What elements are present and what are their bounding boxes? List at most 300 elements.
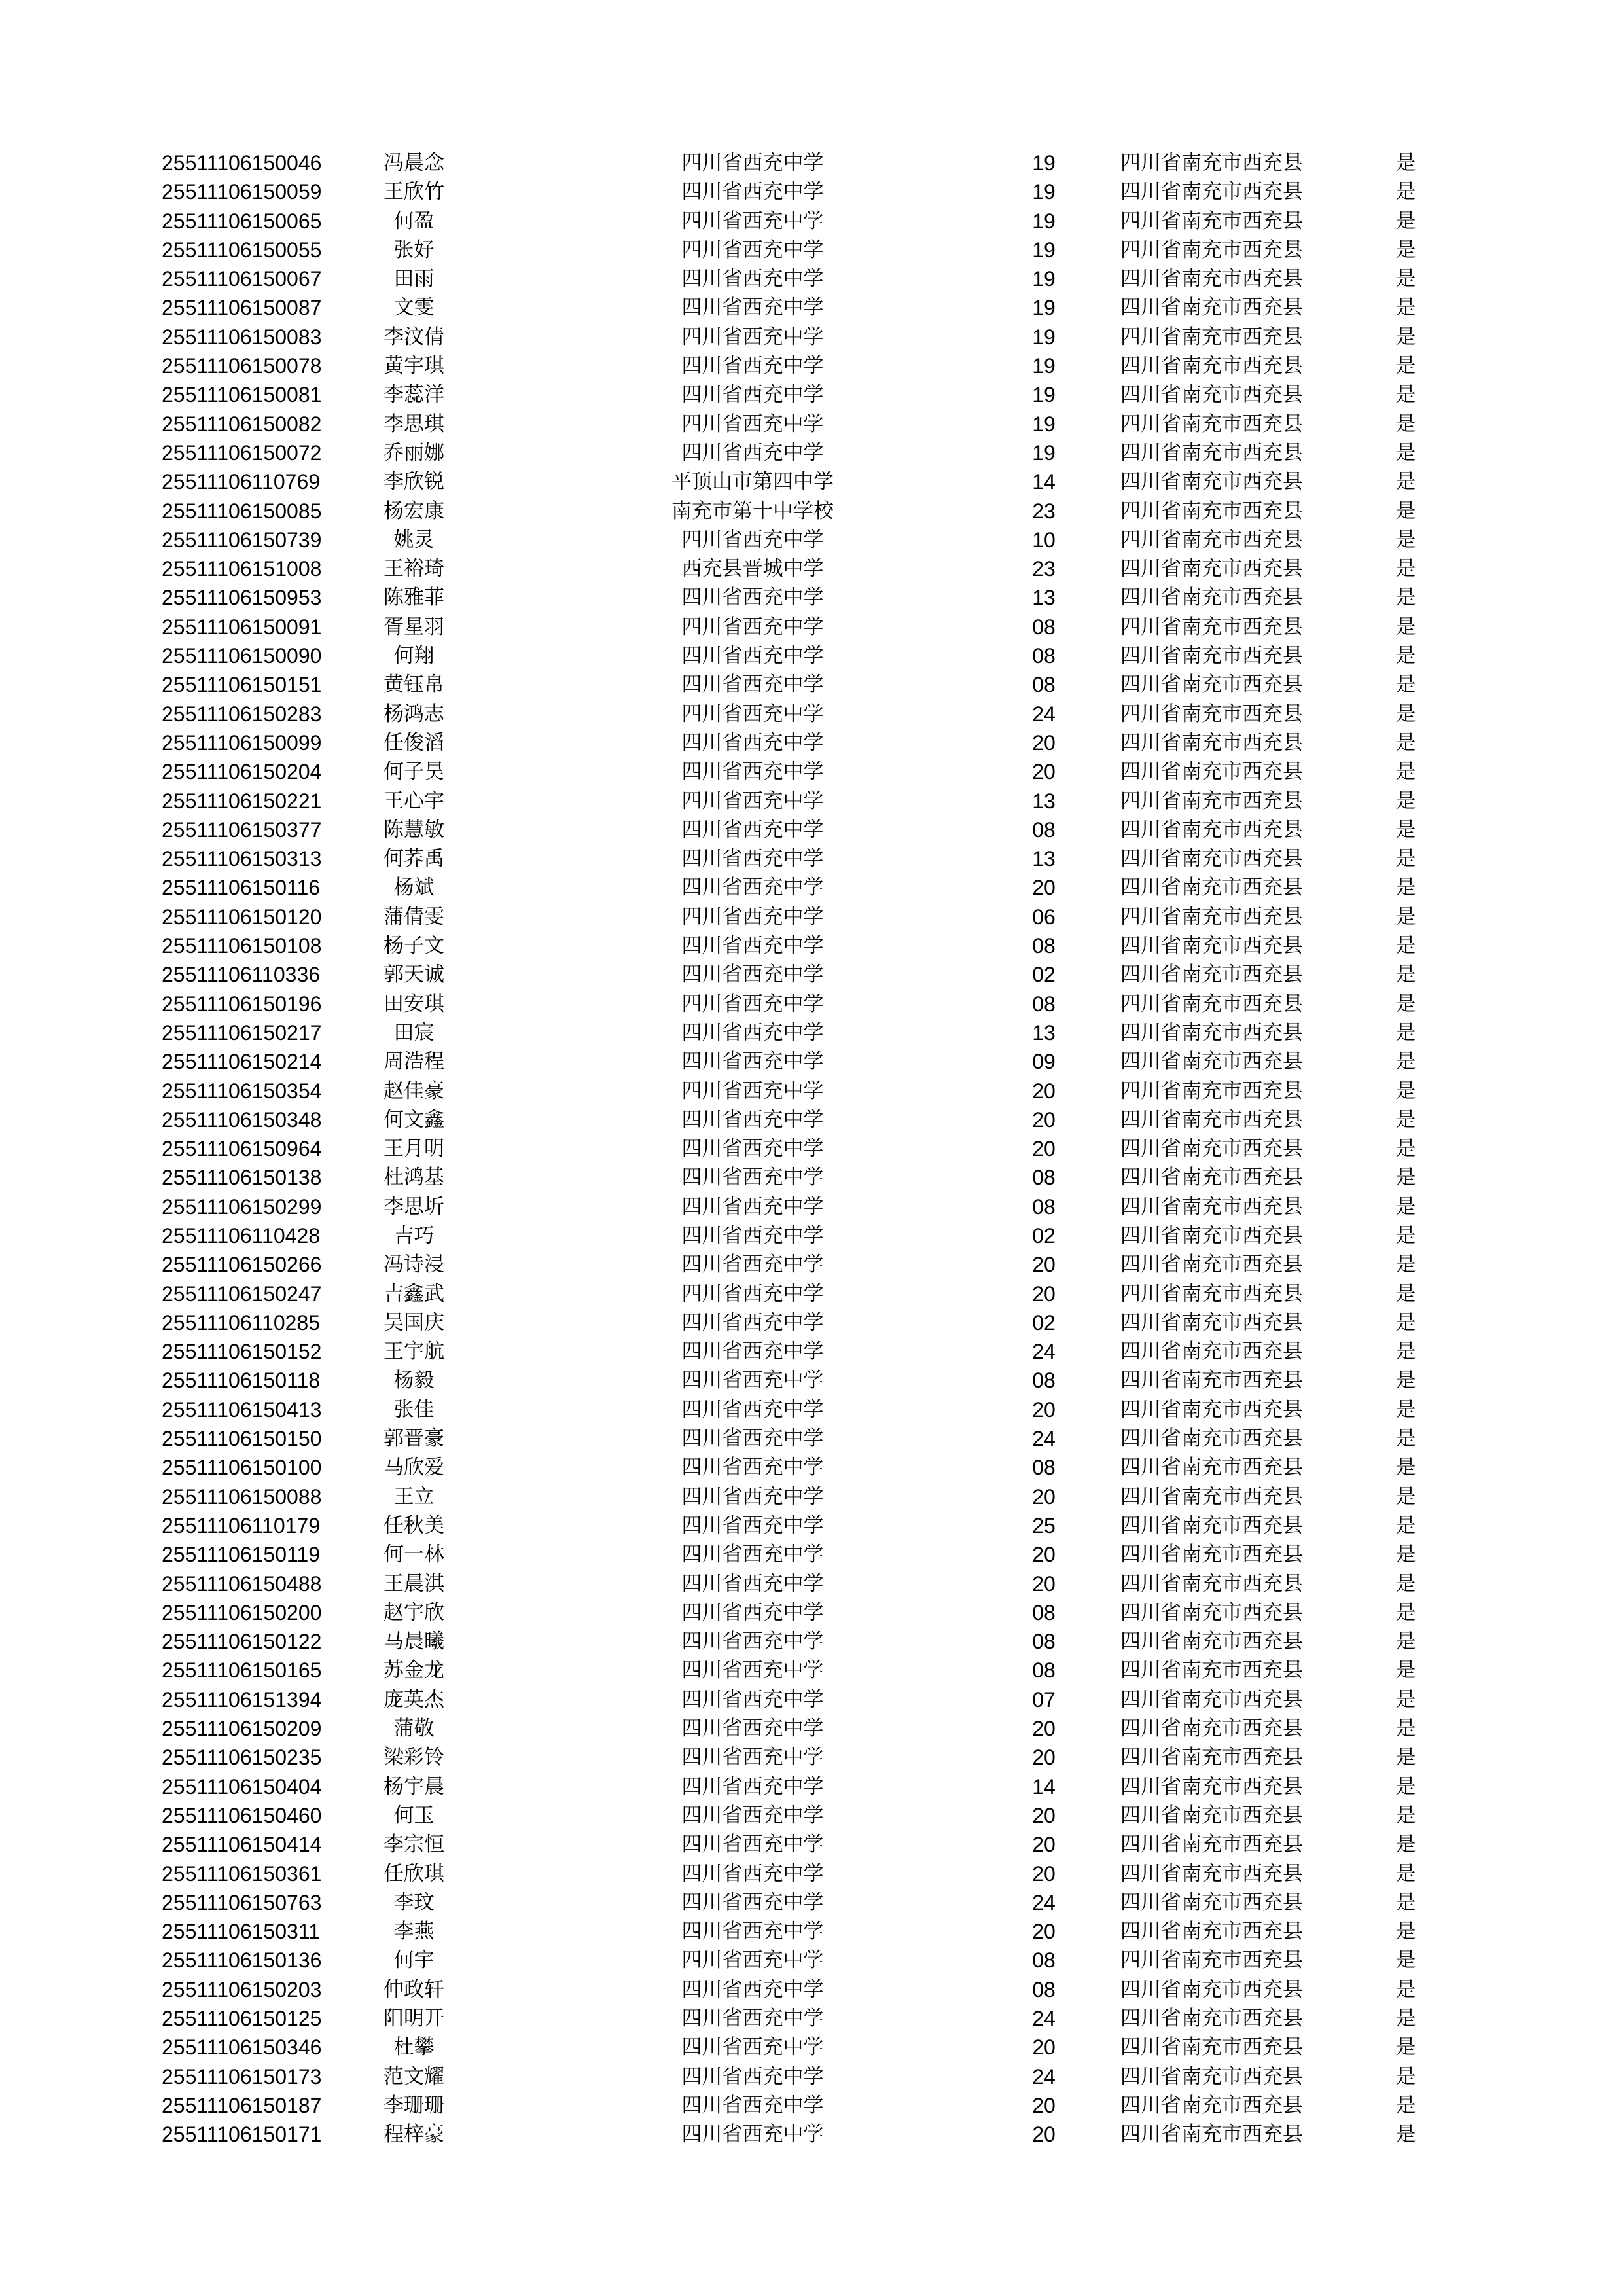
category-code-cell: 20 <box>1032 1107 1056 1132</box>
region-cell: 四川省南充市西充县 <box>1120 1513 1303 1537</box>
eligibility-flag-cell: 是 <box>1395 383 1416 407</box>
region-cell: 四川省南充市西充县 <box>1120 440 1303 465</box>
category-code-cell: 08 <box>1032 1948 1056 1973</box>
eligibility-flag-cell: 是 <box>1395 209 1416 233</box>
region-cell: 四川省南充市西充县 <box>1120 325 1303 349</box>
table-row <box>0 990 1623 1018</box>
table-row <box>0 931 1623 960</box>
category-code-cell: 19 <box>1032 440 1056 465</box>
school-name-cell: 四川省西充中学 <box>681 1948 824 1973</box>
table-row <box>0 439 1623 467</box>
region-cell: 四川省南充市西充县 <box>1120 730 1303 755</box>
eligibility-flag-cell: 是 <box>1395 963 1416 987</box>
region-cell: 四川省南充市西充县 <box>1120 847 1303 871</box>
exam-number-cell: 25511106150953 <box>162 586 322 610</box>
table-row <box>0 1570 1623 1598</box>
category-code-cell: 08 <box>1032 1369 1056 1393</box>
region-cell: 四川省南充市西充县 <box>1120 905 1303 929</box>
student-name-cell: 李汶倩 <box>383 325 444 349</box>
category-code-cell: 13 <box>1032 586 1056 610</box>
category-code-cell: 19 <box>1032 412 1056 436</box>
eligibility-flag-cell: 是 <box>1395 673 1416 697</box>
category-code-cell: 23 <box>1032 557 1056 581</box>
student-name-cell: 冯诗浸 <box>383 1253 444 1277</box>
category-code-cell: 19 <box>1032 151 1056 175</box>
region-cell: 四川省南充市西充县 <box>1120 2123 1303 2147</box>
eligibility-flag-cell: 是 <box>1395 238 1416 262</box>
region-cell: 四川省南充市西充县 <box>1120 383 1303 407</box>
category-code-cell: 20 <box>1032 1397 1056 1422</box>
table-row <box>0 1946 1623 1975</box>
school-name-cell: 四川省西充中学 <box>681 1427 824 1451</box>
student-name-cell: 冯晨念 <box>383 151 444 175</box>
exam-number-cell: 25511106110769 <box>162 470 321 494</box>
table-row <box>0 1627 1623 1656</box>
student-name-cell: 赵宇欣 <box>383 1600 444 1624</box>
school-name-cell: 四川省西充中学 <box>681 2007 824 2030</box>
category-code-cell: 20 <box>1032 1746 1056 1770</box>
category-code-cell: 20 <box>1032 1803 1056 1827</box>
school-name-cell: 四川省西充中学 <box>681 1513 824 1537</box>
exam-number-cell: 25511106150120 <box>162 905 322 929</box>
category-code-cell: 08 <box>1032 1456 1056 1480</box>
eligibility-flag-cell: 是 <box>1395 1427 1416 1451</box>
school-name-cell: 四川省西充中学 <box>681 1484 824 1509</box>
table-row <box>0 583 1623 612</box>
school-name-cell: 四川省西充中学 <box>681 1687 824 1712</box>
student-name-cell: 王晨淇 <box>383 1571 444 1596</box>
student-name-cell: 何玉 <box>393 1803 435 1827</box>
region-cell: 四川省南充市西充县 <box>1120 702 1303 726</box>
student-name-cell: 苏金龙 <box>383 1659 444 1683</box>
exam-number-cell: 25511106150217 <box>162 1020 322 1045</box>
category-code-cell: 10 <box>1032 528 1056 552</box>
region-cell: 四川省南充市西充县 <box>1120 1484 1303 1509</box>
table-row <box>0 1018 1623 1047</box>
category-code-cell: 08 <box>1032 644 1056 668</box>
eligibility-flag-cell: 是 <box>1395 644 1416 668</box>
table-row <box>0 2033 1623 2062</box>
student-name-cell: 李思琪 <box>383 412 444 436</box>
student-name-cell: 郭天诚 <box>383 963 444 987</box>
region-cell: 四川省南充市西充县 <box>1120 1369 1303 1393</box>
eligibility-flag-cell: 是 <box>1395 1571 1416 1596</box>
eligibility-flag-cell: 是 <box>1395 2036 1416 2060</box>
exam-number-cell: 25511106150099 <box>162 730 322 755</box>
table-row <box>0 497 1623 526</box>
eligibility-flag-cell: 是 <box>1395 992 1416 1016</box>
exam-number-cell: 25511106110179 <box>162 1513 321 1537</box>
student-name-cell: 张佳 <box>393 1397 435 1422</box>
table-row <box>0 728 1623 757</box>
exam-number-cell: 25511106150081 <box>162 383 322 407</box>
exam-number-cell: 25511106150313 <box>162 847 322 871</box>
eligibility-flag-cell: 是 <box>1395 1310 1416 1335</box>
school-name-cell: 四川省西充中学 <box>681 992 824 1016</box>
table-row <box>0 207 1623 236</box>
exam-number-cell: 25511106150235 <box>162 1746 322 1770</box>
student-name-cell: 蒲倩雯 <box>383 905 444 929</box>
student-name-cell: 程梓豪 <box>383 2123 444 2147</box>
category-code-cell: 24 <box>1032 2007 1056 2030</box>
table-row <box>0 1250 1623 1279</box>
exam-number-cell: 25511106150361 <box>162 1861 322 1886</box>
eligibility-flag-cell: 是 <box>1395 325 1416 349</box>
table-row <box>0 1540 1623 1569</box>
eligibility-flag-cell: 是 <box>1395 2064 1416 2089</box>
exam-number-cell: 25511106150247 <box>162 1282 322 1306</box>
category-code-cell: 20 <box>1032 1717 1056 1741</box>
exam-number-cell: 25511106150311 <box>162 1920 321 1944</box>
table-row <box>0 1424 1623 1453</box>
school-name-cell: 四川省西充中学 <box>681 760 824 784</box>
exam-number-cell: 25511106150072 <box>162 440 322 465</box>
student-name-cell: 黄宇琪 <box>383 354 444 378</box>
table-row <box>0 641 1623 670</box>
table-row <box>0 1308 1623 1337</box>
eligibility-flag-cell: 是 <box>1395 1020 1416 1045</box>
category-code-cell: 13 <box>1032 789 1056 813</box>
table-row <box>0 1193 1623 1221</box>
exam-number-cell: 25511106150204 <box>162 760 322 784</box>
school-name-cell: 四川省西充中学 <box>681 1282 824 1306</box>
table-row <box>0 1888 1623 1917</box>
exam-number-cell: 25511106150413 <box>162 1397 322 1422</box>
eligibility-flag-cell: 是 <box>1395 1050 1416 1074</box>
category-code-cell: 19 <box>1032 180 1056 204</box>
region-cell: 四川省南充市西充县 <box>1120 673 1303 697</box>
student-name-cell: 任俊滔 <box>383 730 444 755</box>
exam-number-cell: 25511106150082 <box>162 412 322 436</box>
region-cell: 四川省南充市西充县 <box>1120 1107 1303 1132</box>
student-name-cell: 李宗恒 <box>383 1833 444 1857</box>
region-cell: 四川省南充市西充县 <box>1120 1079 1303 1103</box>
exam-number-cell: 25511106150196 <box>162 992 322 1016</box>
student-name-cell: 庞英杰 <box>383 1687 444 1712</box>
category-code-cell: 08 <box>1032 1630 1056 1654</box>
school-name-cell: 四川省西充中学 <box>681 1253 824 1277</box>
student-name-cell: 王心宇 <box>383 789 444 813</box>
eligibility-flag-cell: 是 <box>1395 1369 1416 1393</box>
exam-number-cell: 25511106150059 <box>162 180 322 204</box>
school-name-cell: 四川省西充中学 <box>681 325 824 349</box>
school-name-cell: 四川省西充中学 <box>681 1571 824 1596</box>
roster-table <box>0 149 1623 2149</box>
exam-number-cell: 25511106150488 <box>162 1571 322 1596</box>
eligibility-flag-cell: 是 <box>1395 2123 1416 2147</box>
eligibility-flag-cell: 是 <box>1395 2007 1416 2030</box>
school-name-cell: 平顶山市第四中学 <box>671 470 834 494</box>
table-row <box>0 1395 1623 1424</box>
student-name-cell: 周浩程 <box>383 1050 444 1074</box>
table-row <box>0 700 1623 728</box>
region-cell: 四川省南充市西充县 <box>1120 1137 1303 1161</box>
school-name-cell: 四川省西充中学 <box>681 2123 824 2147</box>
region-cell: 四川省南充市西充县 <box>1120 1717 1303 1741</box>
exam-number-cell: 25511106150083 <box>162 325 322 349</box>
exam-number-cell: 25511106150346 <box>162 2036 322 2060</box>
school-name-cell: 四川省西充中学 <box>681 1630 824 1654</box>
student-name-cell: 田安琪 <box>383 992 444 1016</box>
school-name-cell: 四川省西充中学 <box>681 1861 824 1886</box>
category-code-cell: 20 <box>1032 1571 1056 1596</box>
table-row <box>0 1453 1623 1482</box>
student-name-cell: 仲政轩 <box>383 1977 444 2001</box>
school-name-cell: 四川省西充中学 <box>681 1659 824 1683</box>
student-name-cell: 吴国庆 <box>383 1310 444 1335</box>
exam-number-cell: 25511106150122 <box>162 1630 322 1654</box>
region-cell: 四川省南充市西充县 <box>1120 267 1303 291</box>
student-name-cell: 郭晋豪 <box>383 1427 444 1451</box>
eligibility-flag-cell: 是 <box>1395 267 1416 291</box>
school-name-cell: 四川省西充中学 <box>681 1803 824 1827</box>
student-name-cell: 李思圻 <box>383 1194 444 1219</box>
school-name-cell: 四川省西充中学 <box>681 1369 824 1393</box>
category-code-cell: 02 <box>1032 963 1056 987</box>
category-code-cell: 14 <box>1032 1774 1056 1799</box>
exam-number-cell: 25511106150266 <box>162 1253 322 1277</box>
table-row <box>0 1047 1623 1076</box>
school-name-cell: 四川省西充中学 <box>681 644 824 668</box>
region-cell: 四川省南充市西充县 <box>1120 2093 1303 2117</box>
school-name-cell: 四川省西充中学 <box>681 1774 824 1799</box>
category-code-cell: 20 <box>1032 1920 1056 1944</box>
category-code-cell: 20 <box>1032 1137 1056 1161</box>
category-code-cell: 13 <box>1032 847 1056 871</box>
student-name-cell: 吉鑫武 <box>383 1282 444 1306</box>
school-name-cell: 西充县晋城中学 <box>681 557 824 581</box>
student-name-cell: 王月明 <box>383 1137 444 1161</box>
region-cell: 四川省南充市西充县 <box>1120 499 1303 523</box>
exam-number-cell: 25511106150088 <box>162 1484 322 1509</box>
eligibility-flag-cell: 是 <box>1395 847 1416 871</box>
exam-number-cell: 25511106150087 <box>162 296 322 320</box>
exam-number-cell: 25511106110285 <box>162 1310 321 1335</box>
student-name-cell: 杨鸿志 <box>383 702 444 726</box>
region-cell: 四川省南充市西充县 <box>1120 1920 1303 1944</box>
school-name-cell: 四川省西充中学 <box>681 354 824 378</box>
category-code-cell: 13 <box>1032 1020 1056 1045</box>
eligibility-flag-cell: 是 <box>1395 1397 1416 1422</box>
exam-number-cell: 25511106110428 <box>162 1223 321 1247</box>
region-cell: 四川省南充市西充县 <box>1120 1687 1303 1712</box>
category-code-cell: 20 <box>1032 1543 1056 1567</box>
student-name-cell: 陈雅菲 <box>383 586 444 610</box>
region-cell: 四川省南充市西充县 <box>1120 1600 1303 1624</box>
table-row <box>0 264 1623 293</box>
school-name-cell: 四川省西充中学 <box>681 1397 824 1422</box>
eligibility-flag-cell: 是 <box>1395 1948 1416 1973</box>
table-row <box>0 816 1623 844</box>
table-row <box>0 1598 1623 1627</box>
eligibility-flag-cell: 是 <box>1395 876 1416 900</box>
table-row <box>0 526 1623 554</box>
region-cell: 四川省南充市西充县 <box>1120 644 1303 668</box>
school-name-cell: 四川省西充中学 <box>681 876 824 900</box>
table-row <box>0 177 1623 206</box>
region-cell: 四川省南充市西充县 <box>1120 934 1303 958</box>
region-cell: 四川省南充市西充县 <box>1120 1571 1303 1596</box>
school-name-cell: 四川省西充中学 <box>681 1137 824 1161</box>
table-row <box>0 1482 1623 1511</box>
region-cell: 四川省南充市西充县 <box>1120 1253 1303 1277</box>
student-name-cell: 杜攀 <box>393 2036 435 2060</box>
student-name-cell: 马欣爱 <box>383 1456 444 1480</box>
category-code-cell: 20 <box>1032 1282 1056 1306</box>
category-code-cell: 25 <box>1032 1513 1056 1537</box>
eligibility-flag-cell: 是 <box>1395 470 1416 494</box>
eligibility-flag-cell: 是 <box>1395 1223 1416 1247</box>
category-code-cell: 20 <box>1032 1833 1056 1857</box>
student-name-cell: 吉巧 <box>393 1223 435 1247</box>
student-name-cell: 蒲敬 <box>393 1717 435 1741</box>
region-cell: 四川省南充市西充县 <box>1120 354 1303 378</box>
table-row <box>0 1134 1623 1163</box>
category-code-cell: 06 <box>1032 905 1056 929</box>
table-row <box>0 2004 1623 2033</box>
table-row <box>0 323 1623 351</box>
exam-number-cell: 25511106150209 <box>162 1717 322 1741</box>
eligibility-flag-cell: 是 <box>1395 1833 1416 1857</box>
region-cell: 四川省南充市西充县 <box>1120 1456 1303 1480</box>
eligibility-flag-cell: 是 <box>1395 1340 1416 1364</box>
table-row <box>0 410 1623 439</box>
region-cell: 四川省南充市西充县 <box>1120 1427 1303 1451</box>
eligibility-flag-cell: 是 <box>1395 528 1416 552</box>
exam-number-cell: 25511106150091 <box>162 615 322 639</box>
eligibility-flag-cell: 是 <box>1395 1746 1416 1770</box>
table-row <box>0 1801 1623 1830</box>
exam-number-cell: 25511106150171 <box>162 2123 322 2147</box>
school-name-cell: 四川省西充中学 <box>681 730 824 755</box>
student-name-cell: 乔丽娜 <box>383 440 444 465</box>
exam-number-cell: 25511106110336 <box>162 963 321 987</box>
student-name-cell: 王欣竹 <box>383 180 444 204</box>
school-name-cell: 四川省西充中学 <box>681 615 824 639</box>
table-row <box>0 1366 1623 1395</box>
table-row <box>0 1830 1623 1859</box>
category-code-cell: 20 <box>1032 1861 1056 1886</box>
eligibility-flag-cell: 是 <box>1395 1194 1416 1219</box>
category-code-cell: 07 <box>1032 1687 1056 1712</box>
table-row <box>0 1714 1623 1743</box>
region-cell: 四川省南充市西充县 <box>1120 1050 1303 1074</box>
table-row <box>0 236 1623 264</box>
school-name-cell: 四川省西充中学 <box>681 817 824 842</box>
exam-number-cell: 25511106150404 <box>162 1774 322 1799</box>
school-name-cell: 四川省西充中学 <box>681 789 824 813</box>
eligibility-flag-cell: 是 <box>1395 557 1416 581</box>
exam-number-cell: 25511106150763 <box>162 1890 322 1914</box>
school-name-cell: 四川省西充中学 <box>681 673 824 697</box>
table-row <box>0 1656 1623 1685</box>
region-cell: 四川省南充市西充县 <box>1120 876 1303 900</box>
table-row <box>0 1743 1623 1772</box>
exam-number-cell: 25511106150377 <box>162 817 322 842</box>
school-name-cell: 四川省西充中学 <box>681 1977 824 2001</box>
school-name-cell: 南充市第十中学校 <box>671 499 834 523</box>
student-name-cell: 何荞禹 <box>383 847 444 871</box>
category-code-cell: 24 <box>1032 1340 1056 1364</box>
region-cell: 四川省南充市西充县 <box>1120 760 1303 784</box>
exam-number-cell: 25511106150283 <box>162 702 322 726</box>
school-name-cell: 四川省西充中学 <box>681 1456 824 1480</box>
student-name-cell: 杨斌 <box>393 876 435 900</box>
school-name-cell: 四川省西充中学 <box>681 847 824 871</box>
region-cell: 四川省南充市西充县 <box>1120 2007 1303 2030</box>
eligibility-flag-cell: 是 <box>1395 151 1416 175</box>
category-code-cell: 24 <box>1032 702 1056 726</box>
eligibility-flag-cell: 是 <box>1395 1513 1416 1537</box>
category-code-cell: 24 <box>1032 1427 1056 1451</box>
school-name-cell: 四川省西充中学 <box>681 440 824 465</box>
region-cell: 四川省南充市西充县 <box>1120 296 1303 320</box>
table-row <box>0 149 1623 177</box>
exam-number-cell: 25511106150136 <box>162 1948 322 1973</box>
eligibility-flag-cell: 是 <box>1395 1977 1416 2001</box>
region-cell: 四川省南充市西充县 <box>1120 1397 1303 1422</box>
category-code-cell: 20 <box>1032 2093 1056 2117</box>
school-name-cell: 四川省西充中学 <box>681 528 824 552</box>
exam-number-cell: 25511106150214 <box>162 1050 322 1074</box>
school-name-cell: 四川省西充中学 <box>681 1020 824 1045</box>
student-name-cell: 陈慧敏 <box>383 817 444 842</box>
exam-number-cell: 25511106150739 <box>162 528 322 552</box>
school-name-cell: 四川省西充中学 <box>681 905 824 929</box>
table-row <box>0 670 1623 699</box>
table-row <box>0 1163 1623 1192</box>
student-name-cell: 胥星羽 <box>383 615 444 639</box>
category-code-cell: 09 <box>1032 1050 1056 1074</box>
student-name-cell: 阳明开 <box>383 2007 444 2030</box>
table-row <box>0 757 1623 786</box>
category-code-cell: 08 <box>1032 673 1056 697</box>
category-code-cell: 23 <box>1032 499 1056 523</box>
table-row <box>0 613 1623 641</box>
region-cell: 四川省南充市西充县 <box>1120 180 1303 204</box>
exam-number-cell: 25511106150125 <box>162 2007 322 2030</box>
eligibility-flag-cell: 是 <box>1395 354 1416 378</box>
student-name-cell: 任欣琪 <box>383 1861 444 1886</box>
eligibility-flag-cell: 是 <box>1395 1600 1416 1624</box>
table-row <box>0 2062 1623 2091</box>
student-name-cell: 梁彩铃 <box>383 1746 444 1770</box>
eligibility-flag-cell: 是 <box>1395 1456 1416 1480</box>
category-code-cell: 20 <box>1032 876 1056 900</box>
exam-number-cell: 25511106150138 <box>162 1166 322 1190</box>
region-cell: 四川省南充市西充县 <box>1120 2064 1303 2089</box>
eligibility-flag-cell: 是 <box>1395 760 1416 784</box>
table-row <box>0 1975 1623 2004</box>
category-code-cell: 08 <box>1032 1194 1056 1219</box>
category-code-cell: 19 <box>1032 296 1056 320</box>
school-name-cell: 四川省西充中学 <box>681 1050 824 1074</box>
table-row <box>0 960 1623 989</box>
exam-number-cell: 25511106150200 <box>162 1600 322 1624</box>
exam-number-cell: 25511106150085 <box>162 499 322 523</box>
student-name-cell: 何翔 <box>393 644 435 668</box>
category-code-cell: 24 <box>1032 2064 1056 2089</box>
student-name-cell: 姚灵 <box>393 528 435 552</box>
region-cell: 四川省南充市西充县 <box>1120 528 1303 552</box>
eligibility-flag-cell: 是 <box>1395 1774 1416 1799</box>
eligibility-flag-cell: 是 <box>1395 1630 1416 1654</box>
exam-number-cell: 25511106150414 <box>162 1833 322 1857</box>
exam-number-cell: 25511106151394 <box>162 1687 322 1712</box>
region-cell: 四川省南充市西充县 <box>1120 1659 1303 1683</box>
region-cell: 四川省南充市西充县 <box>1120 1746 1303 1770</box>
student-name-cell: 李玟 <box>393 1890 435 1914</box>
